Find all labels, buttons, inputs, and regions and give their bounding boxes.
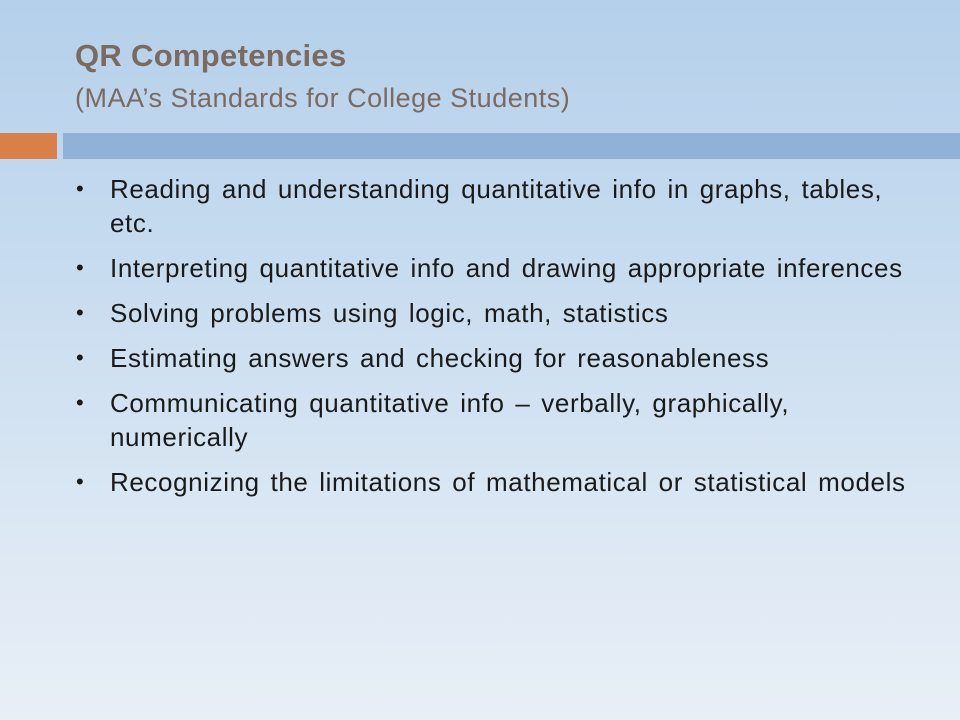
bullet-item (76, 386, 926, 454)
bullet-text: Estimating answers and checking for reasonableness (110, 343, 770, 373)
bullet-text: Solving problems using logic, math, statistics (110, 298, 669, 328)
bullet-list (76, 172, 926, 510)
bullet-icon: • (76, 255, 85, 280)
bullet-icon: • (76, 176, 85, 201)
accent-bar-blue (63, 133, 960, 159)
bullet-text: Communicating quantitative info – verbally, graphically, numerically (110, 388, 790, 452)
bullet-item (76, 465, 926, 499)
bullet-text: Recognizing the limitations of mathematical or statistical models (110, 467, 906, 497)
accent-bar-orange (0, 133, 57, 159)
slide-title: QR Competencies (75, 38, 347, 73)
bullet-item (76, 251, 926, 285)
bullet-item (76, 296, 926, 330)
bullet-text: Interpreting quantitative info and drawing appropriate inferences (110, 253, 903, 283)
title-block (75, 34, 935, 118)
bullet-item (76, 341, 926, 375)
bullet-icon: • (76, 469, 85, 494)
bullet-icon: • (76, 300, 85, 325)
bullet-text: Reading and understanding quantitative info in graphs, tables, etc. (110, 174, 883, 238)
slide-subtitle: (MAA’s Standards for College Students) (75, 83, 571, 113)
bullet-item (76, 172, 926, 240)
bullet-icon: • (76, 345, 85, 370)
bullet-icon: • (76, 390, 85, 415)
